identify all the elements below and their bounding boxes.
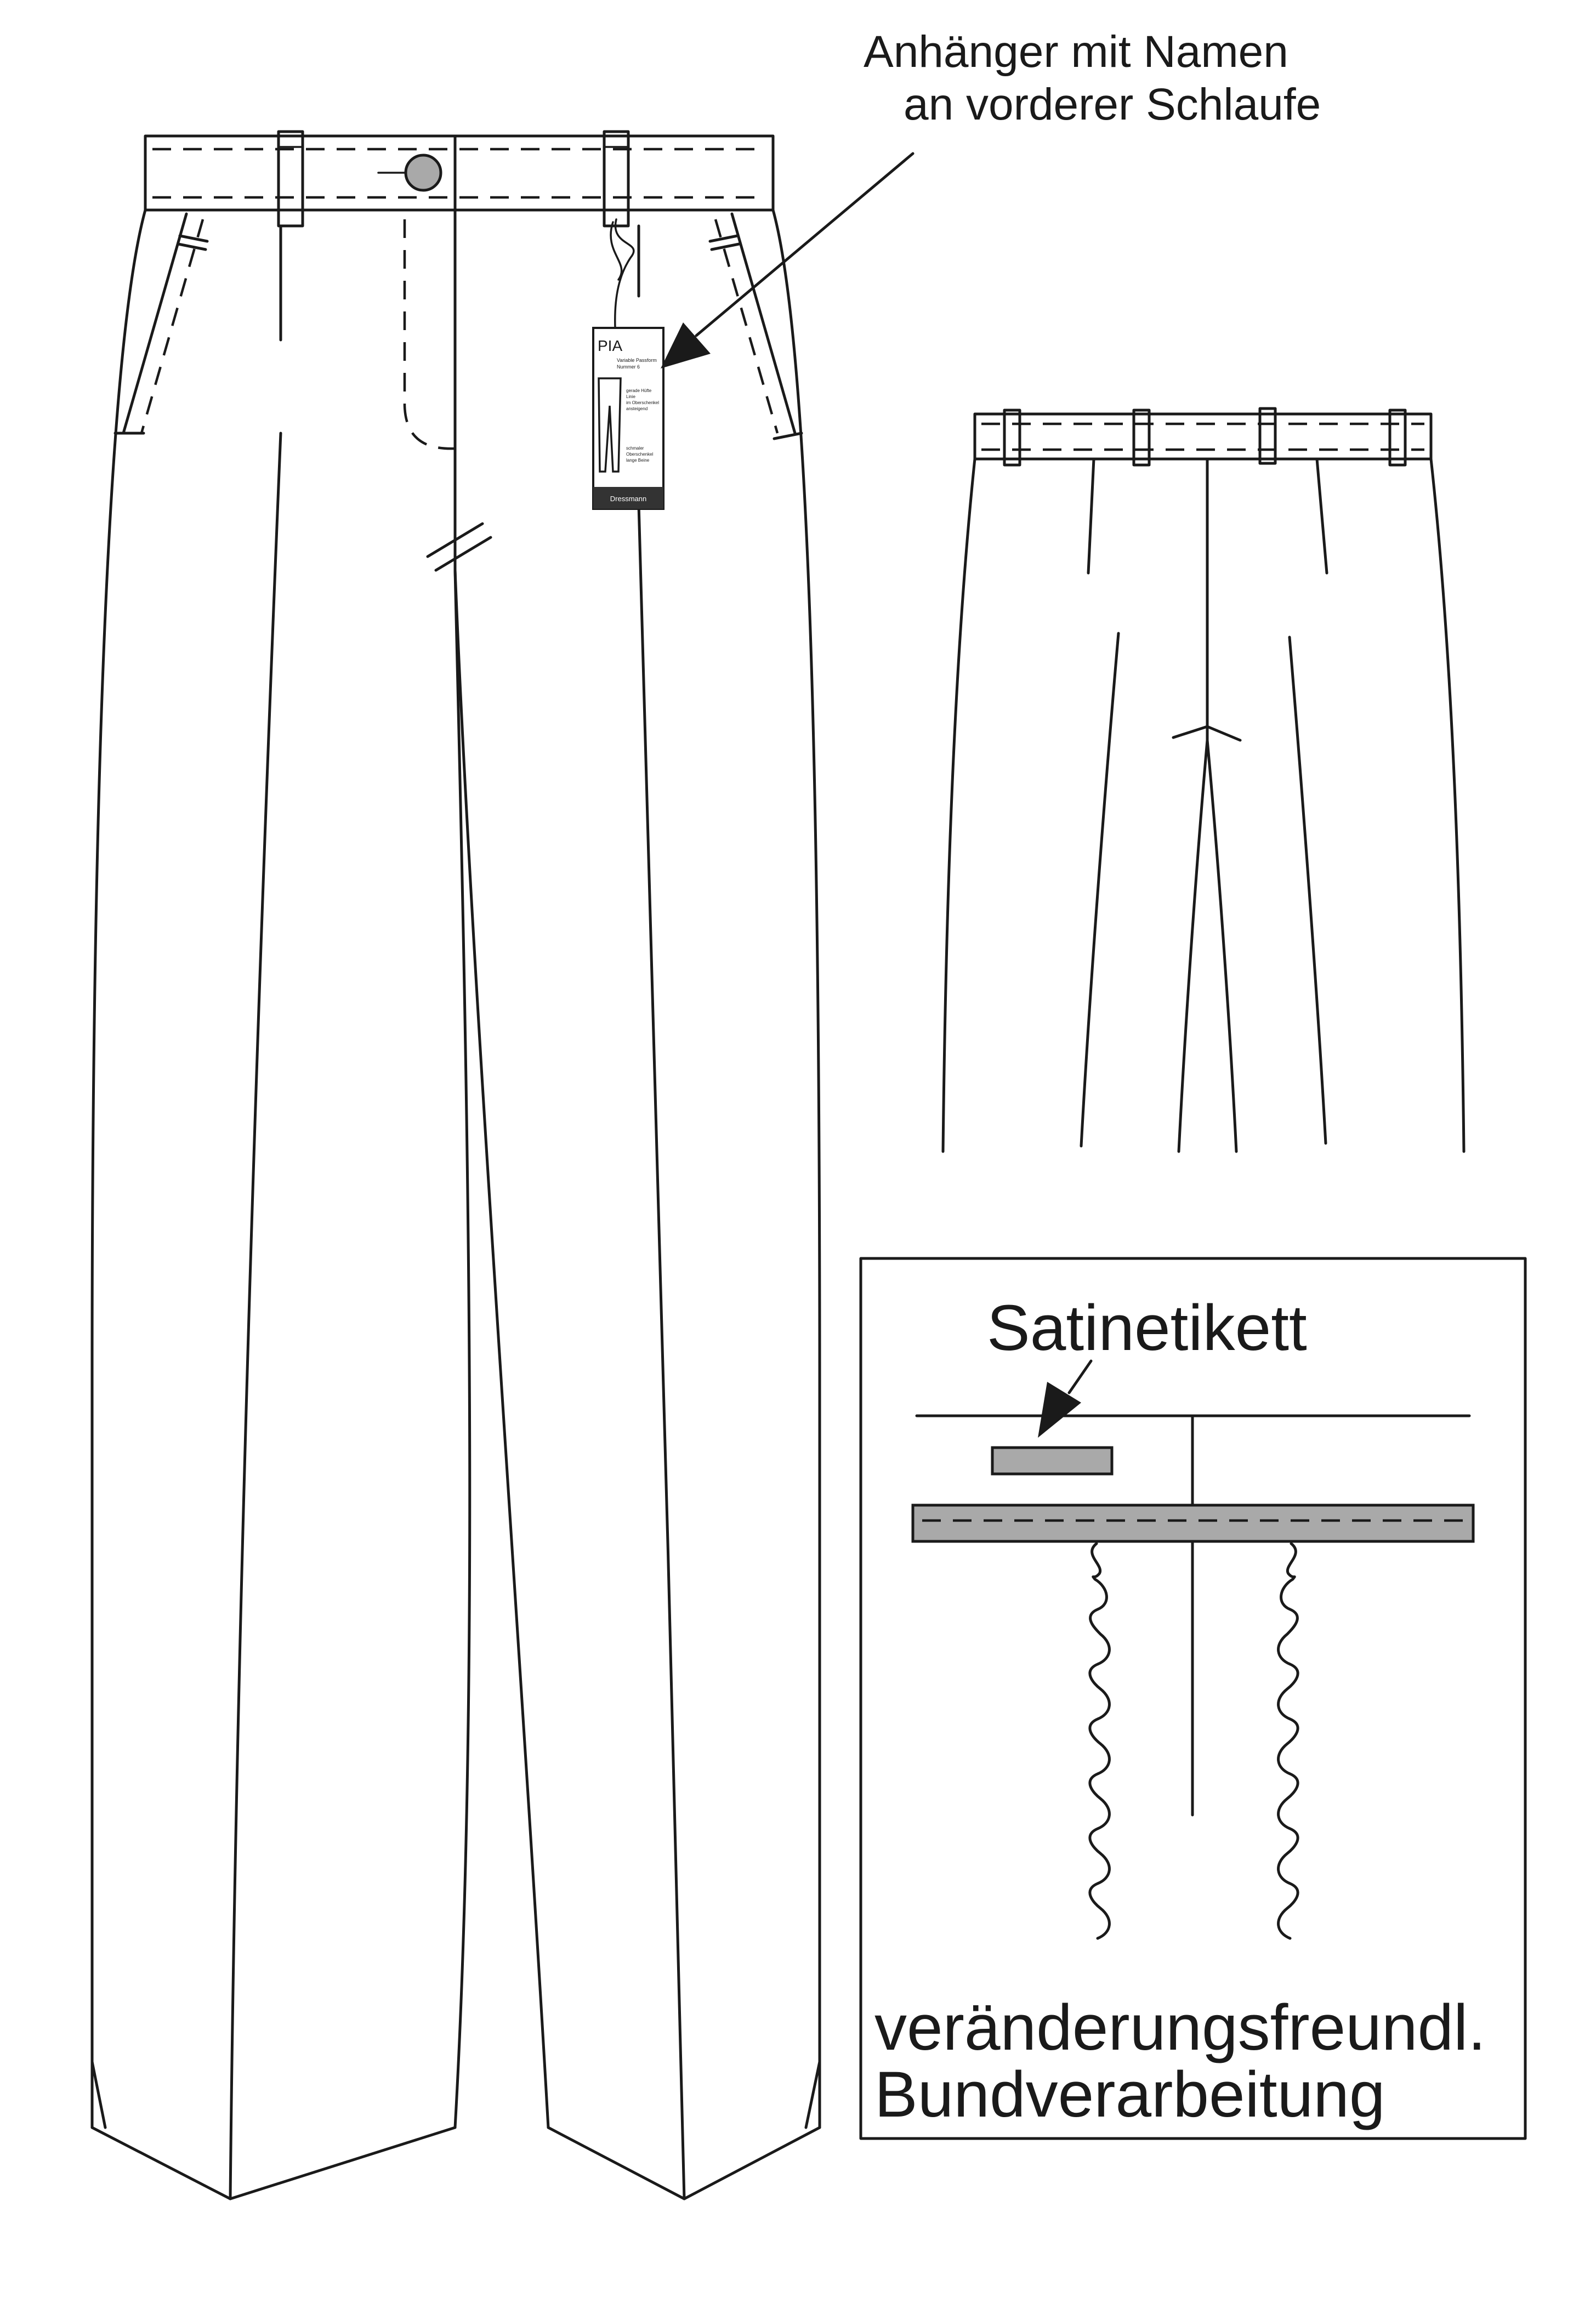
front-right-pocket-bartack-top2 <box>712 244 739 249</box>
front-belt-loop-left <box>279 132 303 226</box>
fly-stitching <box>405 219 455 449</box>
hangtag-string <box>615 219 634 328</box>
back-belt-loop-4 <box>1390 410 1405 465</box>
hangtag-callout-line-1: Anhänger mit Namen <box>864 27 1288 77</box>
hangtag-feature2-2: Oberschenkel <box>626 452 654 457</box>
front-left-vent <box>92 2062 105 2128</box>
front-left-crease <box>230 433 281 2199</box>
front-waistband <box>145 136 773 210</box>
back-belt-loop-2 <box>1134 410 1149 465</box>
waistband-detail-panel <box>861 1258 1525 2138</box>
seam-allowance-right <box>1279 1544 1298 1938</box>
front-left-pocket-stitch <box>141 219 203 433</box>
hangtag-subtitle-1: Variable Passform <box>617 358 657 363</box>
front-belt-loop-right <box>604 132 628 226</box>
hangtag-feature2-1: schmaler <box>626 446 644 451</box>
front-right-pocket-bartack-top <box>710 236 737 241</box>
seam-allowance-left <box>1090 1544 1110 1938</box>
back-belt-loop-1 <box>1004 410 1020 465</box>
satin-label <box>992 1448 1112 1474</box>
front-right-pocket-stitch <box>715 219 777 433</box>
front-view-trousers <box>92 132 820 2199</box>
back-view-trousers <box>943 409 1464 1152</box>
hangtag-subtitle-2: Nummer 6 <box>617 364 640 370</box>
front-left-pocket-bartack-top2 <box>178 244 206 249</box>
waistband-note-line-2: Bundverarbeitung <box>874 2058 1385 2131</box>
back-right-outer <box>1431 459 1464 1152</box>
hangtag-feature-4: ansteigend <box>626 406 648 411</box>
hangtag-feature2-3: lange Beine <box>626 458 650 463</box>
back-left-outer <box>943 459 975 1152</box>
front-right-pocket-bartack-bottom <box>774 433 802 439</box>
back-right-dart <box>1317 459 1327 573</box>
front-left-leg-bottom <box>92 2128 455 2199</box>
hangtag-feature-2: Linie <box>626 394 635 399</box>
satinetikett-label: Satinetikett <box>987 1292 1307 1364</box>
front-left-pocket-bartack-top <box>180 236 207 241</box>
front-right-crease <box>639 504 684 2199</box>
front-right-leg-outer <box>773 210 820 2128</box>
hangtag-callout-leader <box>696 154 913 336</box>
hangtag-callout-line-2: an vorderer Schlaufe <box>904 80 1321 129</box>
hangtag-feature-3: im Oberschenkel <box>626 400 660 405</box>
detail-waistband <box>913 1505 1473 1541</box>
hangtag-feature-1: gerade Hüfte <box>626 388 652 393</box>
front-right-pocket-opening <box>732 214 795 433</box>
front-right-vent <box>806 2062 820 2128</box>
front-left-leg-outer <box>92 210 145 2128</box>
back-waistband <box>975 414 1431 459</box>
back-left-crease <box>1081 633 1118 1146</box>
back-right-inseam <box>1207 740 1236 1152</box>
waistband-button <box>406 155 441 190</box>
hangtag-brand: Dressmann <box>610 495 647 503</box>
satinetikett-leader <box>1069 1361 1091 1393</box>
hangtag <box>593 219 663 509</box>
back-left-dart <box>1088 459 1094 573</box>
waistband-note-line-1: veränderungsfreundl. <box>874 1992 1486 2064</box>
fly-bartack-2 <box>436 537 491 570</box>
back-left-inseam <box>1179 740 1207 1152</box>
hangtag-callout <box>661 27 1321 368</box>
hangtag-title: PIA <box>598 337 623 354</box>
back-right-crease <box>1290 637 1326 1143</box>
back-belt-loop-3 <box>1260 409 1275 463</box>
hangtag-card <box>593 328 663 509</box>
front-left-leg-inseam <box>455 570 470 2128</box>
satinetikett-arrowhead <box>1038 1382 1081 1438</box>
front-left-pocket-opening <box>123 214 186 433</box>
